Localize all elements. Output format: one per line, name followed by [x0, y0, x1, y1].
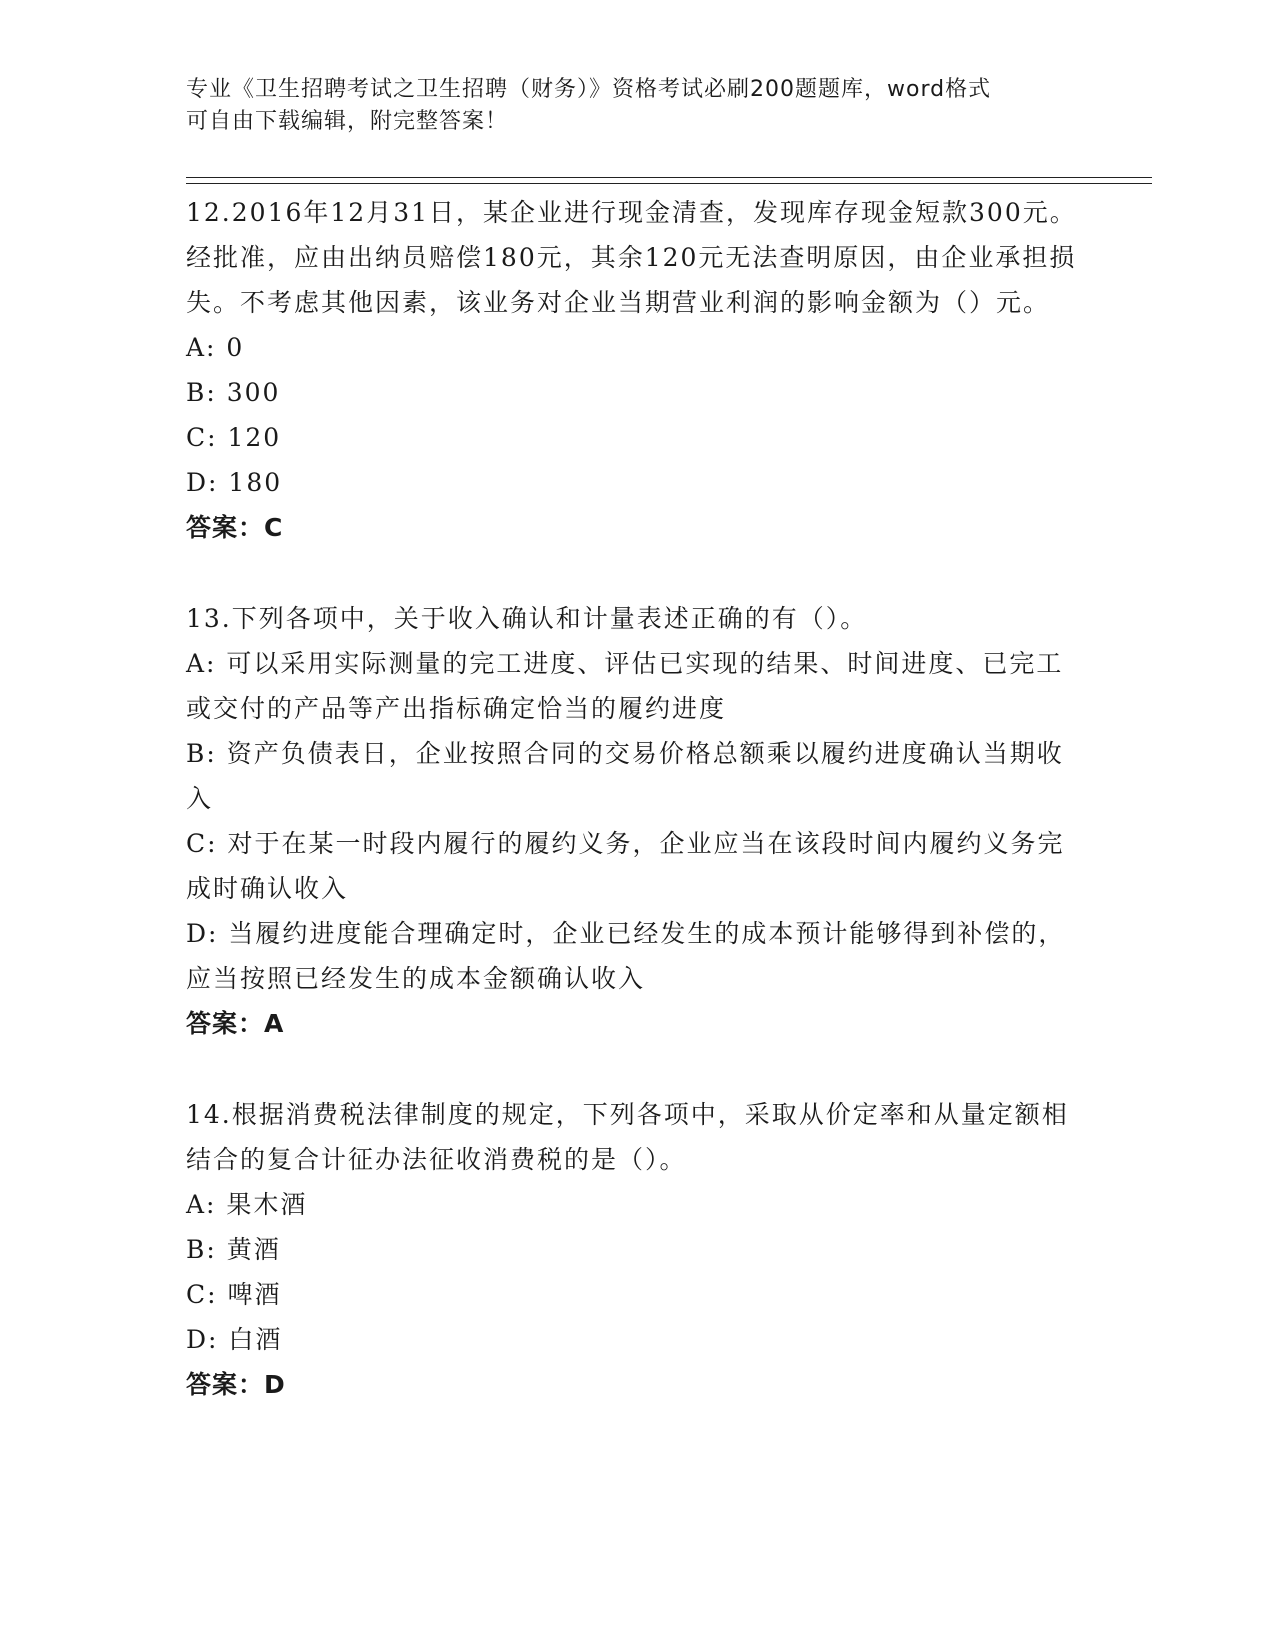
question-stem: 13.下列各项中，关于收入确认和计量表述正确的有（）。: [186, 604, 868, 633]
option-d: D: 白酒: [186, 1325, 283, 1354]
option-a: A: 0: [186, 333, 245, 362]
header-divider-bottom: [186, 183, 1152, 184]
option-b: B: 资产负债表日，企业按照合同的交易价格总额乘以履约进度确认当期收入: [186, 739, 1064, 813]
option-a: A: 可以采用实际测量的完工进度、评估已实现的结果、时间进度、已完工或交付的产品等产出指标确定恰当的履约进度: [186, 649, 1064, 723]
option-c: C: 啤酒: [186, 1280, 282, 1309]
question-list: [186, 190, 1086, 1453]
header-line-1: 专业《卫生招聘考试之卫生招聘（财务）》资格考试必刷200题题库，word格式: [186, 77, 992, 102]
document-header: [186, 74, 1066, 138]
option-d: D: 180: [186, 468, 283, 497]
question-stem: 14.根据消费税法律制度的规定，下列各项中，采取从价定率和从量定额相结合的复合计征办法征收消费税的是（）。: [186, 1100, 1069, 1174]
header-line-2: 可自由下载编辑，附完整答案！: [186, 109, 509, 134]
option-c: C: 120: [186, 423, 282, 452]
question-13: [186, 596, 1086, 1046]
answer-label: 答案：D: [186, 1370, 286, 1399]
option-d: D: 当履约进度能合理确定时，企业已经发生的成本预计能够得到补偿的，应当按照已经发生的成本金额确认收入: [186, 919, 1066, 993]
answer-label: 答案：A: [186, 1009, 285, 1038]
question-stem: 12.2016年12月31日，某企业进行现金清查，发现库存现金短款300元。经批准，应由出纳员赔偿180元，其余120元无法查明原因，由企业承担损失。不考虑其他因素，该业务对企业当期营业利润的影响金额为（）元。: [186, 198, 1077, 317]
question-14: [186, 1092, 1086, 1407]
option-b: B: 黄酒: [186, 1235, 281, 1264]
header-divider-top: [186, 177, 1152, 178]
option-c: C: 对于在某一时段内履行的履约义务，企业应当在该段时间内履约义务完成时确认收入: [186, 829, 1065, 903]
question-12: [186, 190, 1086, 550]
option-a: A: 果木酒: [186, 1190, 308, 1219]
option-b: B: 300: [186, 378, 281, 407]
answer-label: 答案：C: [186, 513, 284, 542]
